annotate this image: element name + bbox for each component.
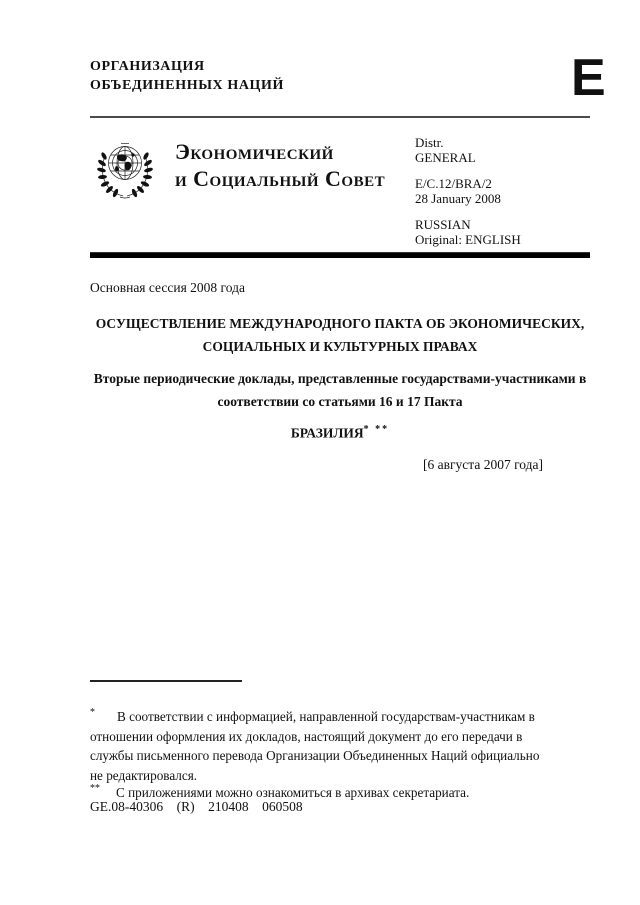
doc-date: 28 January 2008 [415, 190, 501, 206]
country-heading [90, 424, 590, 442]
org-name-line2: ОБЪЕДИНЕННЫХ НАЦИЙ [90, 78, 285, 93]
footnote-1-text: В соответствии с информацией, направленной государствам-участникам в отношении оформления их докладов, настоящий документ до его передачи в службы письменного перевода Организации Объединенных Наций официально не редактировался. [90, 709, 540, 783]
country-name: БРАЗИЛИЯ [290, 425, 364, 441]
document-title-line1: ОСУЩЕСТВЛЕНИЕ МЕЖДУНАРОДНОГО ПАКТА ОБ ЭКОНОМИЧЕСКИХ, [95, 316, 585, 331]
header-rule [90, 116, 590, 118]
series-letter: E [571, 49, 606, 107]
document-subtitle-line1: Вторые периодические доклады, представленные государствами-участниками в [93, 371, 587, 386]
footnote-1-marker: * [90, 707, 95, 719]
footnote-separator [90, 680, 242, 682]
council-name [175, 138, 385, 192]
language: RUSSIAN [415, 217, 471, 232]
distr-label: Distr. [415, 135, 444, 150]
distribution-block [415, 136, 521, 259]
submission-date: [6 августа 2007 года] [423, 457, 543, 472]
footnote-2-marker: ** [90, 783, 100, 795]
document-title-line2: СОЦИАЛЬНЫХ И КУЛЬТУРНЫХ ПРАВАХ [202, 339, 478, 354]
footnote-2-text: С приложениями можно ознакомиться в архивах секретариата. [116, 785, 470, 801]
document-title [90, 312, 590, 358]
council-name-line1: Экономический [175, 139, 334, 164]
letterhead-rule [90, 252, 590, 258]
distr-group [415, 136, 521, 165]
footnote-1 [90, 703, 552, 785]
symbol-group [415, 177, 521, 206]
org-name-line1: ОРГАНИЗАЦИЯ [90, 59, 205, 74]
doc-symbol: E/C.12/BRA/2 [415, 176, 492, 191]
language-group [415, 218, 521, 247]
country-footnote-marks: * ** [363, 424, 390, 435]
council-name-line2: и Социальный Совет [175, 166, 386, 191]
org-name [90, 57, 284, 95]
document-subtitle [90, 367, 590, 413]
original-language: Original: ENGLISH [415, 231, 521, 247]
session-line: Основная сессия 2008 года [90, 280, 245, 295]
ge-document-code: GE.08-40306 (R) 210408 060508 [90, 799, 303, 814]
document-subtitle-line2: соответствии со статьями 16 и 17 Пакта [217, 394, 463, 409]
distr-value: GENERAL [415, 149, 476, 165]
un-emblem-icon [93, 136, 157, 202]
